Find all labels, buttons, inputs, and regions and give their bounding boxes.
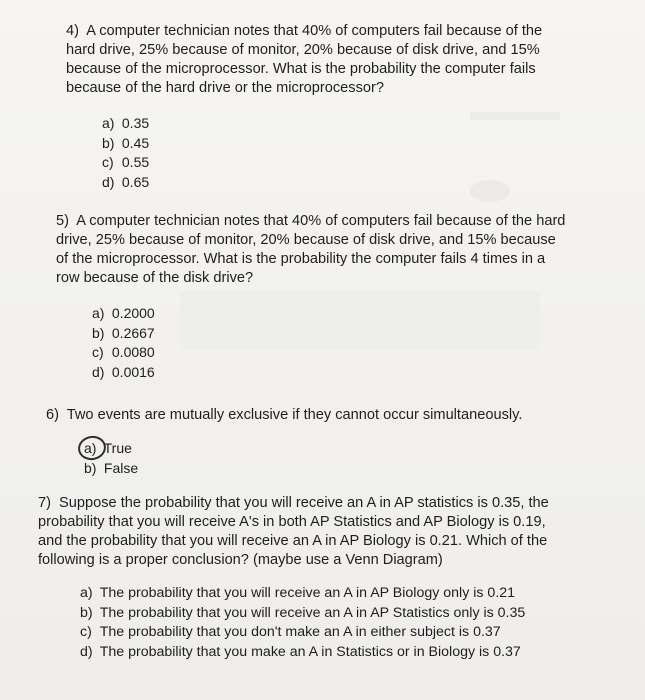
answer-option-b[interactable]: b) 0.45 <box>102 134 150 151</box>
answer-option-c[interactable]: c) The probability that you don't make an A in either subject is 0.37 <box>80 624 501 640</box>
question-number: 7) <box>38 495 51 511</box>
answer-option-c[interactable]: c) 0.55 <box>102 154 150 170</box>
answer-option-b[interactable]: b) The probability that you will receive an A in AP Statistics only is 0.35 <box>80 604 526 621</box>
question-text: Suppose the probability that you will receive an A in AP statistics is 0.35, the probability that you will receive A's in both AP Statistics and AP Biology is 0.19, and the probability that you will receive an A in AP Biology is 0.21. Which of the following is a proper conclusion? (maybe use a Venn Diagram) <box>38 495 549 568</box>
question-text: A computer technician notes that 40% of computers fail because of the hard drive, 25% because of monitor, 20% because of disk drive, and 15% because of the microprocessor. What is the probability the computer fails because of the hard drive or the microprocessor? <box>66 23 543 96</box>
question-4 <box>66 22 566 192</box>
answer-option-a[interactable]: a) 0.2000 <box>92 305 155 321</box>
question-number: 4) <box>66 23 79 39</box>
answer-options <box>84 439 566 478</box>
question-text: A computer technician notes that 40% of computers fail because of the hard drive, 25% because of monitor, 20% because of disk drive, and 15% because of the microprocessor. What is the probability the computer fails 4 times in a row because of the disk drive? <box>56 213 566 286</box>
question-7 <box>38 494 573 662</box>
answer-option-c[interactable]: c) 0.0080 <box>92 344 155 360</box>
answer-options <box>102 114 566 192</box>
question-text: Two events are mutually exclusive if they cannot occur simultaneously. <box>66 407 523 423</box>
answer-option-b[interactable]: b) 0.2667 <box>92 324 155 341</box>
answer-option-a[interactable]: a) 0.35 <box>102 115 150 131</box>
question-number: 6) <box>46 407 59 423</box>
answer-option-d[interactable]: d) 0.0016 <box>92 363 155 380</box>
question-number: 5) <box>56 213 69 229</box>
answer-options <box>80 584 573 662</box>
answer-option-d[interactable]: d) The probability that you make an A in Statistics or in Biology is 0.37 <box>80 643 521 660</box>
answer-options <box>92 304 566 382</box>
question-6 <box>46 406 566 478</box>
answer-option-d[interactable]: d) 0.65 <box>102 173 150 190</box>
answer-option-a[interactable]: a) The probability that you will receive an A in AP Biology only is 0.21 <box>80 585 516 601</box>
answer-option-b[interactable]: b) False <box>84 459 139 476</box>
question-5 <box>56 212 566 382</box>
answer-option-a[interactable]: a) True <box>84 439 566 459</box>
